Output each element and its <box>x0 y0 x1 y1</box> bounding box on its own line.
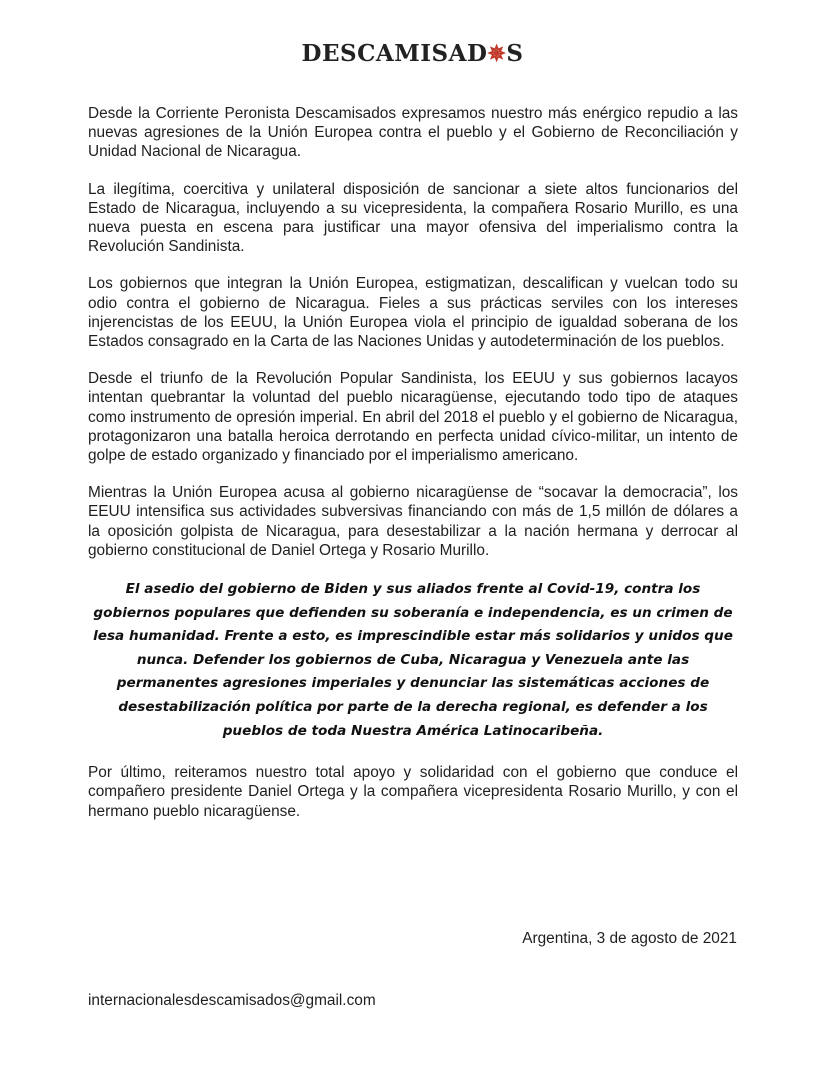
logo-text-start: DESCAMISAD <box>301 40 488 67</box>
place-date: Argentina, 3 de agosto de 2021 <box>522 930 737 947</box>
closing-paragraph: Por último, reiteramos nuestro total apoyo y solidaridad con el gobierno que conduce el compañero presidente Daniel Ortega y la compañera vicepresidenta Rosario Murillo, y con el hermano pueblo nicaragüense. <box>88 764 738 820</box>
star-icon: ✵ <box>487 41 507 67</box>
paragraph-4: Desde el triunfo de la Revolución Popular Sandinista, los EEUU y sus gobiernos lacayos intentan quebrantar la voluntad del pueblo nicaragüense, ejecutando todo tipo de ataques como instrumento de opresión imperial. En abril del 2018 el pueblo y el gobierno de Nicaragua, protagonizaron una batalla heroica derrotando en perfecta unidad cívico-militar, un intento de golpe de estado organizado y financiado por el imperialismo americano. <box>88 370 738 465</box>
organization-logo <box>0 40 825 67</box>
paragraph-2: La ilegítima, coercitiva y unilateral disposición de sancionar a siete altos funcionarios del Estado de Nicaragua, incluyendo a su vicepresidenta, la compañera Rosario Murillo, es una nueva puesta en escena para justificar una mayor ofensiva del imperialismo contra la Revolución Sandinista. <box>88 180 738 256</box>
logo-text-end: S <box>506 40 524 67</box>
paragraph-3: Los gobiernos que integran la Unión Europea, estigmatizan, descalifican y vuelcan todo su odio contra el gobierno de Nicaragua. Fieles a sus prácticas serviles con los intereses injerencistas de los EEUU, la Unión Europea viola el principio de igualdad soberana de los Estados consagrado en la Carta de las Naciones Unidas y autodeterminación de los pueblos. <box>88 275 738 351</box>
highlight-paragraph: El asedio del gobierno de Biden y sus aliados frente al Covid-19, contra los gobiernos populares que defienden su soberanía e independencia, es un crimen de lesa humanidad. Frente a esto, es imprescindible estar más solidarios y unidos que nunca. Defender los gobiernos de Cuba, Nicaragua y Venezuela ante las permanentes agresiones imperiales y denunciar las sistemáticas acciones de desestabilización política por parte de la derecha regional, es defender a los pueblos de toda Nuestra América Latinocaribeña. <box>93 581 733 739</box>
paragraph-1: Desde la Corriente Peronista Descamisados expresamos nuestro más enérgico repudio a las nuevas agresiones de la Unión Europea contra el pueblo y el Gobierno de Reconciliación y Unidad Nacional de Nicaragua. <box>88 105 738 161</box>
letter-body <box>88 104 738 839</box>
contact-email[interactable]: internacionalesdescamisados@gmail.com <box>88 992 376 1009</box>
paragraph-5: Mientras la Unión Europea acusa al gobierno nicaragüense de “socavar la democracia”, los EEUU intensifica sus actividades subversivas financiando con más de 1,5 millón de dólares a la oposición golpista de Nicaragua, para desestabilizar a la nación hermana y derrocar al gobierno constitucional de Daniel Ortega y Rosario Murillo. <box>88 484 738 559</box>
